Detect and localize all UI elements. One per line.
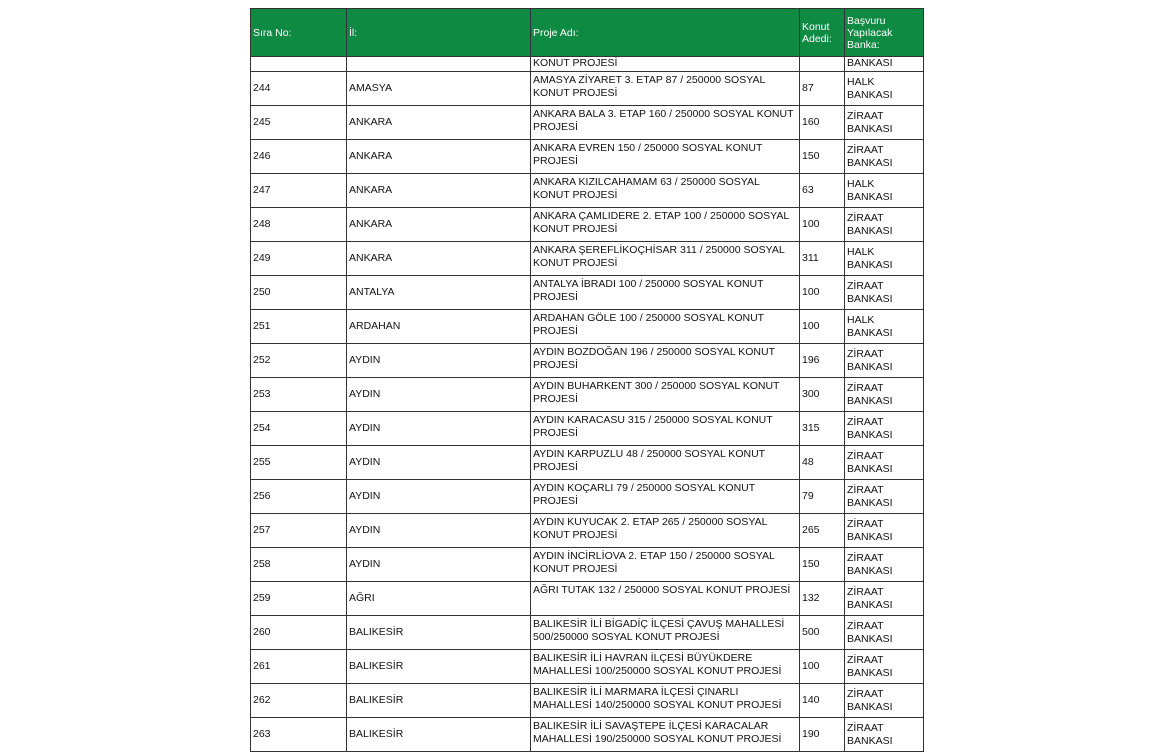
header-row bbox=[251, 9, 924, 57]
cell-banka: ZİRAAT BANKASI bbox=[845, 344, 924, 378]
table-row bbox=[251, 106, 924, 140]
cell-il: AĞRI bbox=[347, 582, 531, 616]
cell-konut-adedi bbox=[800, 57, 845, 72]
table-row bbox=[251, 616, 924, 650]
cell-konut-adedi: 196 bbox=[800, 344, 845, 378]
cell-il bbox=[347, 57, 531, 72]
cell-banka: ZİRAAT BANKASI bbox=[845, 514, 924, 548]
cell-konut-adedi: 132 bbox=[800, 582, 845, 616]
cell-sira-no: 256 bbox=[251, 480, 347, 514]
cell-banka: HALK BANKASI bbox=[845, 310, 924, 344]
cell-konut-adedi: 63 bbox=[800, 174, 845, 208]
cell-il: ARDAHAN bbox=[347, 310, 531, 344]
cell-banka: HALK BANKASI bbox=[845, 174, 924, 208]
table-row bbox=[251, 446, 924, 480]
cell-sira-no: 251 bbox=[251, 310, 347, 344]
cell-proje-adi: AYDIN KARPUZLU 48 / 250000 SOSYAL KONUT PROJESİ bbox=[531, 446, 800, 480]
cell-sira-no: 245 bbox=[251, 106, 347, 140]
header-basvuru-banka: Başvuru Yapılacak Banka: bbox=[845, 9, 924, 57]
cell-konut-adedi: 300 bbox=[800, 378, 845, 412]
cell-sira-no: 250 bbox=[251, 276, 347, 310]
table-row bbox=[251, 480, 924, 514]
cell-banka: ZİRAAT BANKASI bbox=[845, 446, 924, 480]
table-row bbox=[251, 208, 924, 242]
cell-sira-no: 255 bbox=[251, 446, 347, 480]
table-row bbox=[251, 242, 924, 276]
cell-konut-adedi: 48 bbox=[800, 446, 845, 480]
cell-konut-adedi: 150 bbox=[800, 548, 845, 582]
table-body bbox=[251, 57, 924, 752]
table-row bbox=[251, 72, 924, 106]
cell-sira-no: 253 bbox=[251, 378, 347, 412]
cell-konut-adedi: 140 bbox=[800, 684, 845, 718]
cell-il: AYDIN bbox=[347, 378, 531, 412]
cell-konut-adedi: 311 bbox=[800, 242, 845, 276]
table-row bbox=[251, 650, 924, 684]
table-row bbox=[251, 344, 924, 378]
cell-il: ANKARA bbox=[347, 174, 531, 208]
table-row-partial bbox=[251, 57, 924, 72]
cell-banka: ZİRAAT BANKASI bbox=[845, 276, 924, 310]
cell-sira-no: 249 bbox=[251, 242, 347, 276]
cell-sira-no: 258 bbox=[251, 548, 347, 582]
cell-proje-adi: ANKARA ŞEREFLİKOÇHİSAR 311 / 250000 SOSYAL KONUT PROJESİ bbox=[531, 242, 800, 276]
cell-konut-adedi: 100 bbox=[800, 310, 845, 344]
cell-konut-adedi: 100 bbox=[800, 208, 845, 242]
cell-proje-adi: ANKARA ÇAMLIDERE 2. ETAP 100 / 250000 SOSYAL KONUT PROJESİ bbox=[531, 208, 800, 242]
cell-il: AYDIN bbox=[347, 446, 531, 480]
cell-il: ANKARA bbox=[347, 208, 531, 242]
cell-sira-no: 259 bbox=[251, 582, 347, 616]
cell-konut-adedi: 160 bbox=[800, 106, 845, 140]
table-row bbox=[251, 174, 924, 208]
cell-konut-adedi: 79 bbox=[800, 480, 845, 514]
cell-proje-adi: KONUT PROJESİ bbox=[531, 57, 800, 72]
cell-sira-no: 261 bbox=[251, 650, 347, 684]
cell-sira-no: 254 bbox=[251, 412, 347, 446]
cell-sira-no: 262 bbox=[251, 684, 347, 718]
cell-banka: BANKASI bbox=[845, 57, 924, 72]
cell-konut-adedi: 500 bbox=[800, 616, 845, 650]
table-row bbox=[251, 310, 924, 344]
cell-il: AYDIN bbox=[347, 514, 531, 548]
table-row bbox=[251, 548, 924, 582]
cell-banka: ZİRAAT BANKASI bbox=[845, 548, 924, 582]
cell-sira-no: 260 bbox=[251, 616, 347, 650]
cell-il: ANKARA bbox=[347, 242, 531, 276]
cell-konut-adedi: 87 bbox=[800, 72, 845, 106]
housing-projects-document bbox=[250, 8, 923, 752]
table-row bbox=[251, 412, 924, 446]
cell-sira-no: 248 bbox=[251, 208, 347, 242]
cell-konut-adedi: 100 bbox=[800, 276, 845, 310]
cell-proje-adi: ANTALYA İBRADI 100 / 250000 SOSYAL KONUT PROJESİ bbox=[531, 276, 800, 310]
cell-sira-no: 257 bbox=[251, 514, 347, 548]
table-row bbox=[251, 140, 924, 174]
header-konut-adedi: Konut Adedi: bbox=[800, 9, 845, 57]
cell-konut-adedi: 150 bbox=[800, 140, 845, 174]
cell-proje-adi: BALIKESİR İLİ BİGADİÇ İLÇESİ ÇAVUŞ MAHALLESİ 500/250000 SOSYAL KONUT PROJESİ bbox=[531, 616, 800, 650]
cell-proje-adi: AYDIN KUYUCAK 2. ETAP 265 / 250000 SOSYAL KONUT PROJESİ bbox=[531, 514, 800, 548]
cell-il: ANKARA bbox=[347, 106, 531, 140]
cell-konut-adedi: 265 bbox=[800, 514, 845, 548]
cell-sira-no bbox=[251, 57, 347, 72]
cell-il: BALIKESİR bbox=[347, 718, 531, 752]
cell-banka: ZİRAAT BANKASI bbox=[845, 616, 924, 650]
cell-il: AMASYA bbox=[347, 72, 531, 106]
cell-banka: HALK BANKASI bbox=[845, 242, 924, 276]
cell-il: ANKARA bbox=[347, 140, 531, 174]
cell-proje-adi: AĞRI TUTAK 132 / 250000 SOSYAL KONUT PROJESİ bbox=[531, 582, 800, 616]
cell-il: BALIKESİR bbox=[347, 650, 531, 684]
cell-sira-no: 252 bbox=[251, 344, 347, 378]
cell-konut-adedi: 100 bbox=[800, 650, 845, 684]
cell-proje-adi: BALIKESİR İLİ HAVRAN İLÇESİ BÜYÜKDERE MAHALLESİ 100/250000 SOSYAL KONUT PROJESİ bbox=[531, 650, 800, 684]
cell-proje-adi: AYDIN KARACASU 315 / 250000 SOSYAL KONUT PROJESİ bbox=[531, 412, 800, 446]
cell-proje-adi: ANKARA EVREN 150 / 250000 SOSYAL KONUT PROJESİ bbox=[531, 140, 800, 174]
table-row bbox=[251, 276, 924, 310]
cell-proje-adi: AYDIN İNCİRLİOVA 2. ETAP 150 / 250000 SOSYAL KONUT PROJESİ bbox=[531, 548, 800, 582]
cell-proje-adi: AYDIN KOÇARLI 79 / 250000 SOSYAL KONUT PROJESİ bbox=[531, 480, 800, 514]
table-header bbox=[251, 9, 924, 57]
cell-proje-adi: ANKARA KIZILCAHAMAM 63 / 250000 SOSYAL KONUT PROJESİ bbox=[531, 174, 800, 208]
table-row bbox=[251, 684, 924, 718]
cell-proje-adi: ANKARA BALA 3. ETAP 160 / 250000 SOSYAL KONUT PROJESİ bbox=[531, 106, 800, 140]
cell-banka: ZİRAAT BANKASI bbox=[845, 718, 924, 752]
cell-banka: ZİRAAT BANKASI bbox=[845, 582, 924, 616]
cell-banka: ZİRAAT BANKASI bbox=[845, 106, 924, 140]
header-proje-adi: Proje Adı: bbox=[531, 9, 800, 57]
cell-proje-adi: BALIKESİR İLİ MARMARA İLÇESİ ÇINARLI MAHALLESİ 140/250000 SOSYAL KONUT PROJESİ bbox=[531, 684, 800, 718]
table-row bbox=[251, 514, 924, 548]
cell-banka: ZİRAAT BANKASI bbox=[845, 208, 924, 242]
cell-konut-adedi: 190 bbox=[800, 718, 845, 752]
cell-banka: ZİRAAT BANKASI bbox=[845, 412, 924, 446]
cell-il: AYDIN bbox=[347, 412, 531, 446]
cell-il: ANTALYA bbox=[347, 276, 531, 310]
cell-sira-no: 244 bbox=[251, 72, 347, 106]
cell-banka: ZİRAAT BANKASI bbox=[845, 480, 924, 514]
cell-banka: ZİRAAT BANKASI bbox=[845, 650, 924, 684]
header-sira-no: Sıra No: bbox=[251, 9, 347, 57]
cell-proje-adi: AYDIN BOZDOĞAN 196 / 250000 SOSYAL KONUT PROJESİ bbox=[531, 344, 800, 378]
cell-sira-no: 247 bbox=[251, 174, 347, 208]
cell-konut-adedi: 315 bbox=[800, 412, 845, 446]
cell-il: AYDIN bbox=[347, 480, 531, 514]
table-row bbox=[251, 718, 924, 752]
header-il: İl: bbox=[347, 9, 531, 57]
cell-banka: ZİRAAT BANKASI bbox=[845, 140, 924, 174]
cell-sira-no: 263 bbox=[251, 718, 347, 752]
cell-il: AYDIN bbox=[347, 344, 531, 378]
cell-proje-adi: AYDIN BUHARKENT 300 / 250000 SOSYAL KONUT PROJESİ bbox=[531, 378, 800, 412]
table-row bbox=[251, 582, 924, 616]
cell-banka: ZİRAAT BANKASI bbox=[845, 684, 924, 718]
cell-proje-adi: AMASYA ZİYARET 3. ETAP 87 / 250000 SOSYAL KONUT PROJESİ bbox=[531, 72, 800, 106]
cell-proje-adi: ARDAHAN GÖLE 100 / 250000 SOSYAL KONUT PROJESİ bbox=[531, 310, 800, 344]
cell-il: BALIKESİR bbox=[347, 616, 531, 650]
cell-proje-adi: BALIKESİR İLİ SAVAŞTEPE İLÇESİ KARACALAR MAHALLESİ 190/250000 SOSYAL KONUT PROJESİ bbox=[531, 718, 800, 752]
cell-banka: ZİRAAT BANKASI bbox=[845, 378, 924, 412]
table-row bbox=[251, 378, 924, 412]
cell-il: BALIKESİR bbox=[347, 684, 531, 718]
projects-table bbox=[250, 8, 924, 752]
cell-sira-no: 246 bbox=[251, 140, 347, 174]
cell-il: AYDIN bbox=[347, 548, 531, 582]
cell-banka: HALK BANKASI bbox=[845, 72, 924, 106]
